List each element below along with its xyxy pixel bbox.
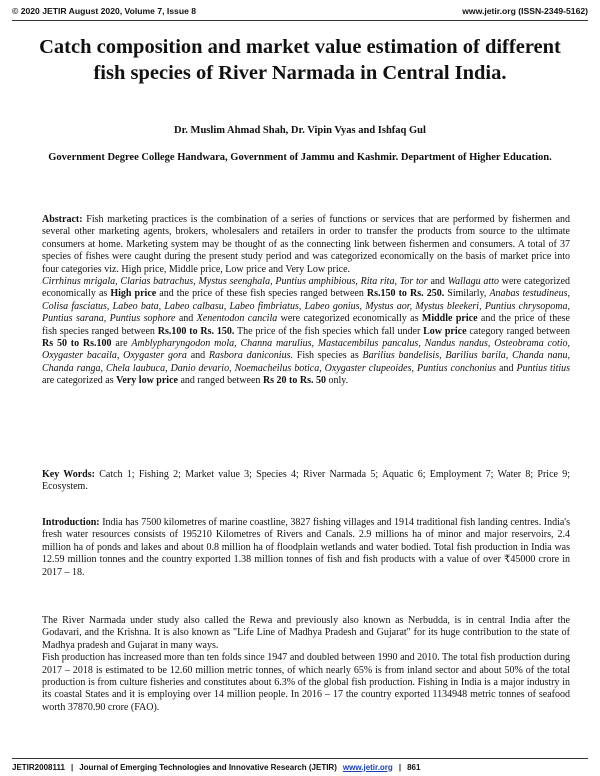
footer-paper-id: JETIR2008111 (12, 762, 65, 772)
keywords-section (42, 469, 570, 494)
abstract-categories: Cirrhinus mrigala, Clarias batrachus, Mystus seenghala, Puntius amphibious, Rita rita, Tor tor and Wallagu atto were categorized economically as High price and the price of these fish species ranged between Rs.150 to Rs. 250. Similarly, Anabas testudineus, Colisa fasciatus, Labeo bata, Labeo calbasu, Labeo fimbriatus, Labeo gonius, Mystus aor, Mystus bleekeri, Puntius chrysopoma, Puntius sarana, Puntius sophore and Xenentodon cancila were categorized economically as Middle price and the price of these fish species ranged between Rs.100 to Rs. 150. The price of the fish species which fall under Low price category ranged between Rs 50 to Rs.100 are Amblypharyngodon mola, Channa marulius, Mastacembilus pancalus, Nandus nandus, Osteobrama cotio, Oxygaster bacaila, Oxygaster gora and Rasbora daniconius. Fish species as Barilius bandelisis, Barilius barila, Chanda nanu, Chanda ranga, Chela laubuca, Danio devario, Noemacheilus botica, Oxygaster clupeoides, Puntius conchonius and Puntius titius are categorized as Very low price and ranged between Rs 20 to Rs. 50 only. (42, 276, 571, 387)
narmada-section (42, 615, 570, 714)
running-header (12, 4, 588, 18)
abstract-label: Abstract: (42, 214, 83, 225)
abstract-paragraph: Abstract: Fish marketing practices is the combination of a series of functions or services that are performed by fishermen and several other marketing agents, brokers, wholesalers and retailers in order to transfer the products from source to the ultimate consumers at home. Marketing system may be thought of as the connecting link between fishermen and consumers. A total of 37 species of fishes were caught during the present study period and was categorized economically on the basis of market price into four categories viz. High price, Middle price, Low price and Very Low price. (42, 214, 571, 275)
header-divider (12, 20, 588, 21)
narmada-paragraph: The River Narmada under study also called the Rewa and previously also known as Nerbudda, is in central India after the Godavari, and the Krishna. It is also known as "Life Line of Madhya Pradesh and Gujarat" for its huge contribution to the state of Madhya pradesh and Gujarat in many ways. (42, 615, 570, 651)
running-footer (12, 760, 588, 774)
header-issue-info: © 2020 JETIR August 2020, Volume 7, Issue 8 (12, 6, 197, 16)
keywords-text: Catch 1; Fishing 2; Market value 3; Species 4; River Narmada 5; Aquatic 6; Employment 7; Water 8; Price 9; Ecosystem. (42, 469, 570, 493)
affiliation: Government Degree College Handwara, Government of Jammu and Kashmir. Department of Higher Education. (48, 152, 552, 163)
keywords-label: Key Words: (42, 469, 95, 480)
introduction-section (42, 517, 570, 579)
fish-production-paragraph: Fish production has increased more than ten folds since 1947 and doubled between 1990 and 2010. The total fish production during 2017 – 2018 is estimated to be 12.60 million metric tonnes, of which nearly 65% is from inland sector and about 50% of the total production is from culture fisheries and constitutes about 6.3% of the global fish production. Fishing in India is a major industry in its coastal States and it is employing over 14 million people. In 2016 – 17 the country exported 1134948 metric tonnes of seafood worth 37870.90 crore (FAO). (42, 652, 570, 713)
footer-journal: Journal of Emerging Technologies and Innovative Research (JETIR) (79, 762, 337, 772)
introduction-label: Introduction: (42, 517, 100, 528)
footer-website-link[interactable]: www.jetir.org (342, 762, 393, 772)
introduction-text: India has 7500 kilometres of marine coastline, 3827 fishing villages and 1914 traditional fish landing centres. India's fresh water resources consists of 195210 Kilometres of Rivers and Canals. 2.9 millions ha of minor and major reservoirs, 2.4 million ha of ponds and lakes and about 0.8 million ha of floodplain wetlands and water bodied. Total fish production in India was 12.59 million tonnes and the country exported 1.38 million tonnes of fish and fish products with a value of over ₹45000 crore in 2017 – 18. (42, 517, 570, 578)
footer-divider (12, 758, 588, 759)
footer-separator: | (70, 762, 74, 772)
header-issn: www.jetir.org (ISSN-2349-5162) (462, 6, 588, 16)
footer-separator: | (398, 762, 402, 772)
author-list: Dr. Muslim Ahmad Shah, Dr. Vipin Vyas and Ishfaq Gul (174, 125, 426, 136)
footer-page-number: 861 (407, 762, 421, 772)
paper-title: Catch composition and market value estimation of different fish species of River Narmada in Central India. (39, 36, 561, 84)
abstract-section (42, 214, 570, 388)
